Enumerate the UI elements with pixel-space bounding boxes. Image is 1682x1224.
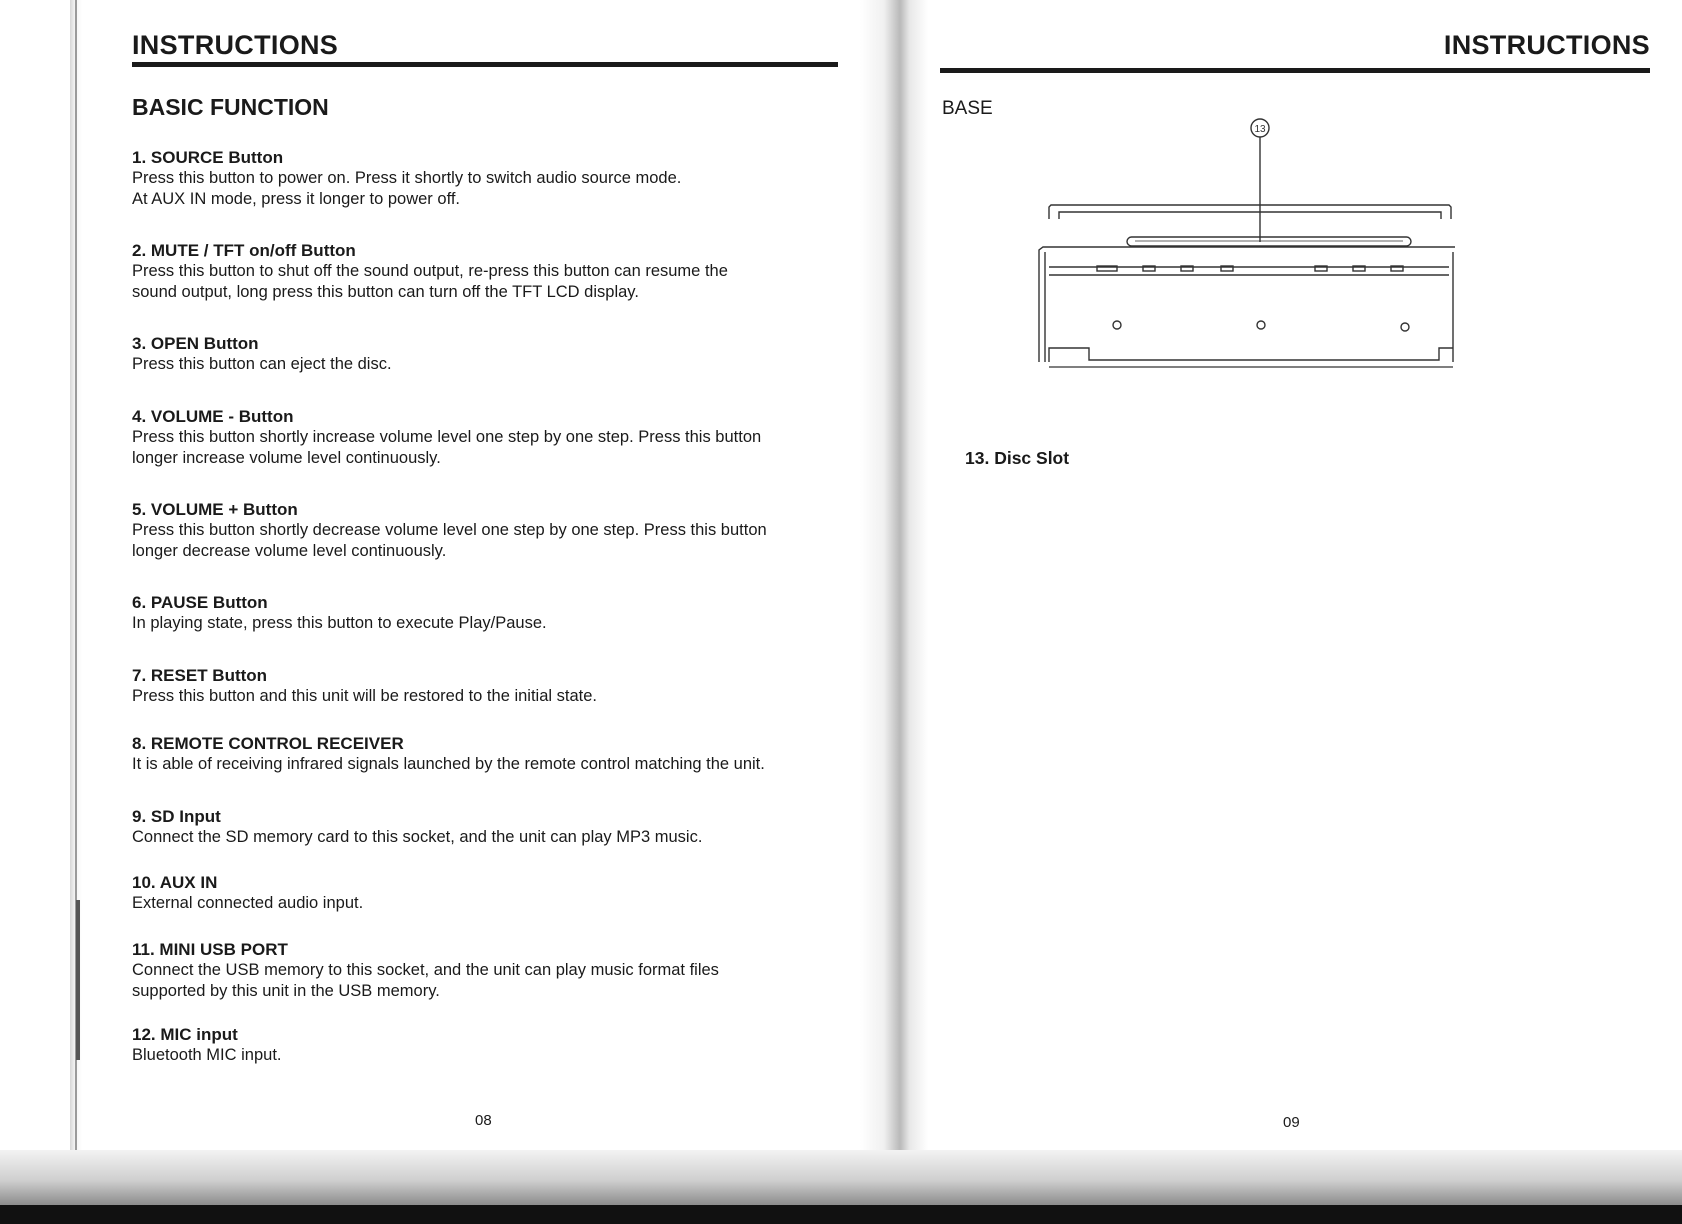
- function-item-description: External connected audio input.: [132, 894, 364, 912]
- page-number: 09: [1283, 1114, 1300, 1131]
- function-item-title: 9. SD Input: [132, 807, 221, 826]
- function-item-title: 11. MINI USB PORT: [132, 940, 288, 959]
- function-item: [132, 939, 842, 1002]
- disc-slot-caption: 13. Disc Slot: [965, 448, 1070, 468]
- function-item-description: Press this button can eject the disc.: [132, 355, 392, 373]
- function-item-description: Connect the USB memory to this socket, and the unit can play music format files supported by this unit in the USB memory.: [132, 961, 719, 1000]
- function-item: [132, 1024, 842, 1066]
- disc-slot: [1127, 237, 1411, 246]
- base-unit-diagram: [1035, 112, 1455, 372]
- screw: [1257, 321, 1265, 329]
- function-item-title: 10. AUX IN: [132, 873, 218, 892]
- function-item: [132, 733, 842, 775]
- unit-body: [1039, 247, 1455, 362]
- callout-number: 13: [1254, 124, 1266, 135]
- page-number: 08: [475, 1112, 492, 1129]
- function-item-description: Press this button shortly decrease volume level one step by one step. Press this button longer decrease volume level continuously.: [132, 521, 767, 560]
- base-label: BASE: [942, 98, 993, 119]
- function-item: [132, 665, 842, 707]
- bottom-page-shadow: [0, 1150, 1682, 1205]
- section-title: BASIC FUNCTION: [132, 94, 329, 120]
- function-item-title: 8. REMOTE CONTROL RECEIVER: [132, 734, 404, 753]
- header-rule: [940, 68, 1650, 73]
- function-item-title: 7. RESET Button: [132, 666, 268, 685]
- function-item: [132, 240, 842, 303]
- function-item-description: Press this button and this unit will be restored to the initial state.: [132, 687, 597, 705]
- left-page: [132, 0, 842, 1150]
- function-item-title: 2. MUTE / TFT on/off Button: [132, 241, 356, 260]
- book-gutter: [860, 0, 940, 1224]
- function-item-description: Press this button to shut off the sound output, re-press this button can resume the sound output, long press this button can turn off the TFT LCD display.: [132, 262, 728, 301]
- function-item-title: 12. MIC input: [132, 1025, 238, 1044]
- function-item-title: 4. VOLUME - Button: [132, 407, 294, 426]
- function-item-description: Press this button to power on. Press it shortly to switch audio source mode. At AUX IN mode, press it longer to power off.: [132, 169, 682, 208]
- function-item: [132, 406, 842, 469]
- function-item-title: 3. OPEN Button: [132, 334, 259, 353]
- function-item-description: It is able of receiving infrared signals launched by the remote control matching the unit.: [132, 755, 765, 773]
- left-page-edge-shadow: [76, 900, 80, 1060]
- function-item-description: In playing state, press this button to execute Play/Pause.: [132, 614, 547, 632]
- header-rule: [132, 62, 838, 67]
- function-item: [132, 147, 842, 210]
- function-item-description: Connect the SD memory card to this socket, and the unit can play MP3 music.: [132, 828, 703, 846]
- function-item: [132, 592, 842, 634]
- screw: [1401, 323, 1409, 331]
- function-item: [132, 872, 842, 914]
- right-page: [940, 0, 1650, 1150]
- scan-border: [0, 1205, 1682, 1224]
- function-item-description: Bluetooth MIC input.: [132, 1046, 282, 1064]
- function-item: [132, 499, 842, 562]
- function-item-title: 1. SOURCE Button: [132, 148, 284, 167]
- function-item: [132, 333, 842, 375]
- function-item-description: Press this button shortly increase volume level one step by one step. Press this button longer increase volume level continuously.: [132, 428, 762, 467]
- function-item-title: 6. PAUSE Button: [132, 593, 268, 612]
- page-header-title: INSTRUCTIONS: [132, 30, 339, 60]
- screw: [1113, 321, 1121, 329]
- page-header-title: INSTRUCTIONS: [1443, 30, 1650, 60]
- function-item-title: 5. VOLUME + Button: [132, 500, 298, 519]
- function-item: [132, 806, 842, 848]
